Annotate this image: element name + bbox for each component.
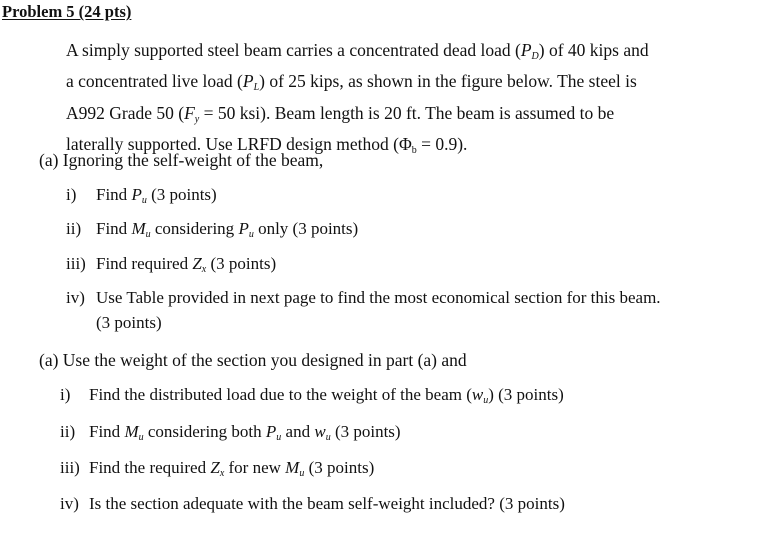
part-b-heading: (a) Use the weight of the section you designed in part (a) and — [39, 350, 467, 370]
resistance-factor-symbol: Φ — [398, 133, 412, 154]
yield-stress-symbol: F — [184, 102, 195, 123]
statement-line-4: laterally supported. Use LRFD design method (Φb = 0.9). — [66, 133, 468, 156]
statement-line-1: A simply supported steel beam carries a concentrated dead load $(P_D)$ of 40 kips and — [66, 40, 649, 62]
statement-line-2: a concentrated live load $(P_L)$ of 25 kips, as shown in the figure below. The steel is — [66, 71, 637, 94]
part-a-item-i: i) Find $P_u$ (3 points) — [66, 185, 217, 206]
part-b-item-iii: iii) Find the required $Z_x$ for new $M_u$ (3 points) — [60, 458, 375, 479]
part-a-heading: (a) Ignoring the self-weight of the beam, — [39, 150, 324, 170]
problem-title: Problem 5 (24 pts) — [2, 2, 132, 21]
part-b-item-ii: ii) Find $M_u$ considering both $P_u$ and $w_u$ (3 points) — [60, 422, 401, 443]
part-a-item-iii: iii) Find required $Z_x$ (3 points) — [66, 254, 277, 275]
part-a-item-ii: ii) Find $M_u$ considering $P_u$ only (3 points) — [66, 219, 359, 240]
dead-load-symbol: P — [520, 40, 532, 60]
part-b-item-iv: iv) Is the section adequate with the beam self-weight included? (3 points) — [60, 494, 565, 513]
part-a-item-iv: iv) Use Table provided in next page to find the most economical section for this beam. — [66, 288, 661, 307]
part-a-item-iv-continued: (3 points) — [96, 313, 162, 332]
statement-line-3: A992 Grade 50 ($F_y = 50$ ksi). Beam length is 20 ft. The beam is assumed to be — [66, 102, 615, 125]
problem-statement — [66, 38, 766, 163]
part-b-item-i: i) Find the distributed load due to the weight of the beam $(w_u)$ (3 points) — [60, 385, 564, 406]
live-load-symbol: P — [242, 71, 254, 92]
